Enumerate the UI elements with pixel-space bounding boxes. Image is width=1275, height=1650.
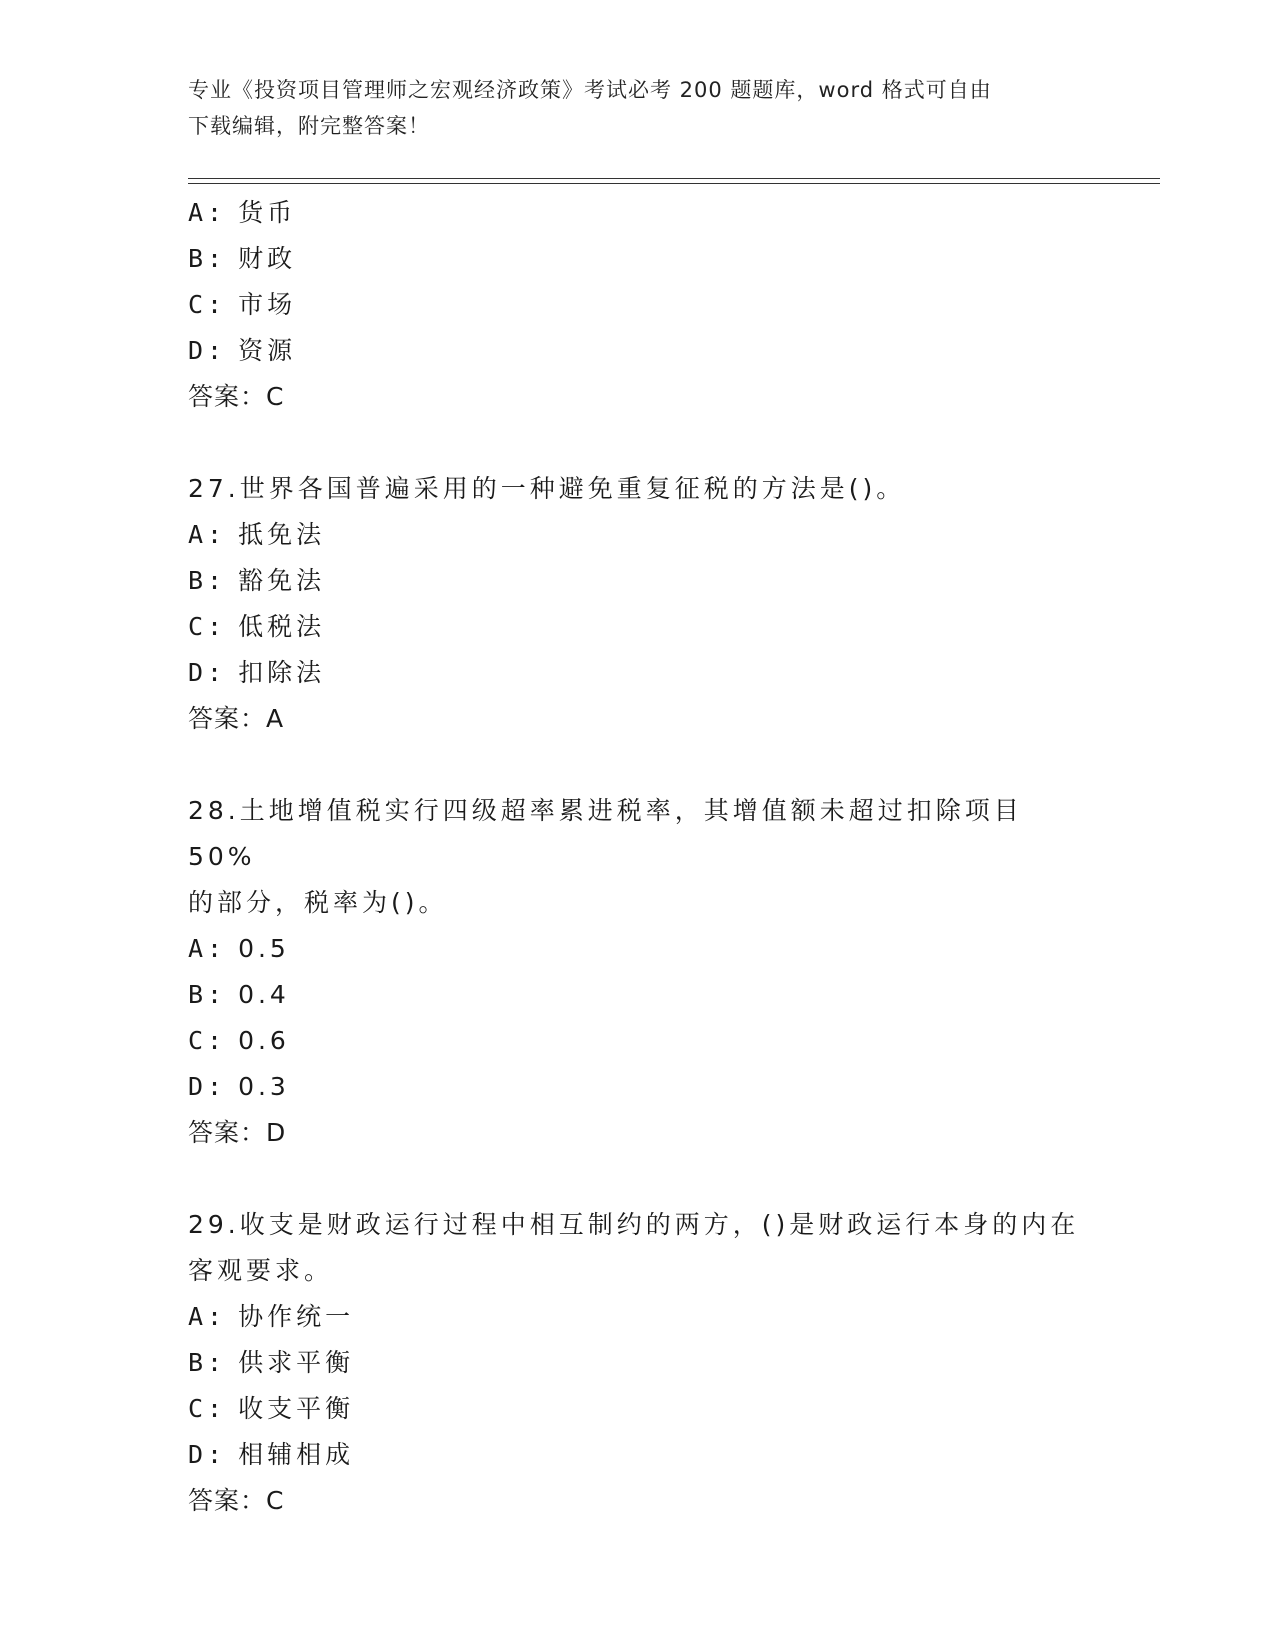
option-text: 市场 [238, 290, 297, 319]
question-29 [188, 1202, 1088, 1524]
spacer [188, 742, 1088, 788]
option-letter: B: [188, 244, 227, 273]
header-line-2: 下载编辑，附完整答案！ [188, 114, 430, 138]
option-letter: D: [188, 1072, 227, 1101]
option-letter: A: [188, 198, 227, 227]
option-text: 财政 [238, 244, 297, 273]
question-28 [188, 788, 1088, 1156]
option-letter: C: [188, 290, 227, 319]
option-c [188, 604, 1088, 650]
header-divider-top [188, 178, 1160, 179]
option-text: 0.4 [238, 980, 290, 1009]
option-letter: C: [188, 1394, 227, 1423]
option-text: 抵免法 [238, 520, 326, 549]
question-26-continued [188, 190, 1088, 420]
option-text: 收支平衡 [238, 1394, 355, 1423]
option-a [188, 1294, 1088, 1340]
option-letter: C: [188, 612, 227, 641]
option-text: 货币 [238, 198, 297, 227]
option-letter: D: [188, 658, 227, 687]
question-27 [188, 466, 1088, 742]
answer-line: 答案：C [188, 382, 285, 411]
option-letter: B: [188, 980, 227, 1009]
option-letter: D: [188, 336, 227, 365]
question-list [188, 190, 1088, 1524]
option-b [188, 1340, 1088, 1386]
option-text: 0.3 [238, 1072, 290, 1101]
option-c [188, 282, 1088, 328]
option-d [188, 1064, 1088, 1110]
document-header [188, 72, 1088, 144]
option-text: 0.5 [238, 934, 290, 963]
option-letter: D: [188, 1440, 227, 1469]
option-text: 低税法 [238, 612, 326, 641]
option-letter: B: [188, 1348, 227, 1377]
answer-line: 答案：D [188, 1118, 287, 1147]
option-a [188, 926, 1088, 972]
answer-line: 答案：A [188, 704, 285, 733]
option-c [188, 1386, 1088, 1432]
option-letter: C: [188, 1026, 227, 1055]
question-stem [188, 788, 1088, 926]
option-b [188, 972, 1088, 1018]
option-text: 供求平衡 [238, 1348, 355, 1377]
question-stem-line: 29.收支是财政运行过程中相互制约的两方，()是财政运行本身的内在 [188, 1210, 1080, 1239]
option-text: 扣除法 [238, 658, 326, 687]
option-text: 豁免法 [238, 566, 326, 595]
spacer [188, 420, 1088, 466]
question-stem-line: 客观要求。 [188, 1256, 334, 1285]
option-text: 资源 [238, 336, 297, 365]
option-text: 0.6 [238, 1026, 290, 1055]
option-d [188, 328, 1088, 374]
option-text: 协作统一 [238, 1302, 355, 1331]
option-c [188, 1018, 1088, 1064]
question-stem-line: 28.土地增值税实行四级超率累进税率，其增值额未超过扣除项目 50% [188, 796, 1023, 871]
option-d [188, 650, 1088, 696]
option-b [188, 236, 1088, 282]
question-stem-line: 的部分，税率为()。 [188, 888, 448, 917]
option-letter: A: [188, 1302, 227, 1331]
spacer [188, 1156, 1088, 1202]
option-text: 相辅相成 [238, 1440, 355, 1469]
question-stem-line: 27.世界各国普遍采用的一种避免重复征税的方法是()。 [188, 474, 906, 503]
option-a [188, 190, 1088, 236]
question-stem [188, 466, 1088, 512]
option-a [188, 512, 1088, 558]
option-b [188, 558, 1088, 604]
question-stem [188, 1202, 1088, 1294]
header-line-1: 专业《投资项目管理师之宏观经济政策》考试必考 200 题题库，word 格式可自由 [188, 78, 992, 102]
answer-line: 答案：C [188, 1486, 285, 1515]
option-letter: B: [188, 566, 227, 595]
option-d [188, 1432, 1088, 1478]
header-divider-bottom [188, 183, 1160, 184]
option-letter: A: [188, 520, 227, 549]
option-letter: A: [188, 934, 227, 963]
